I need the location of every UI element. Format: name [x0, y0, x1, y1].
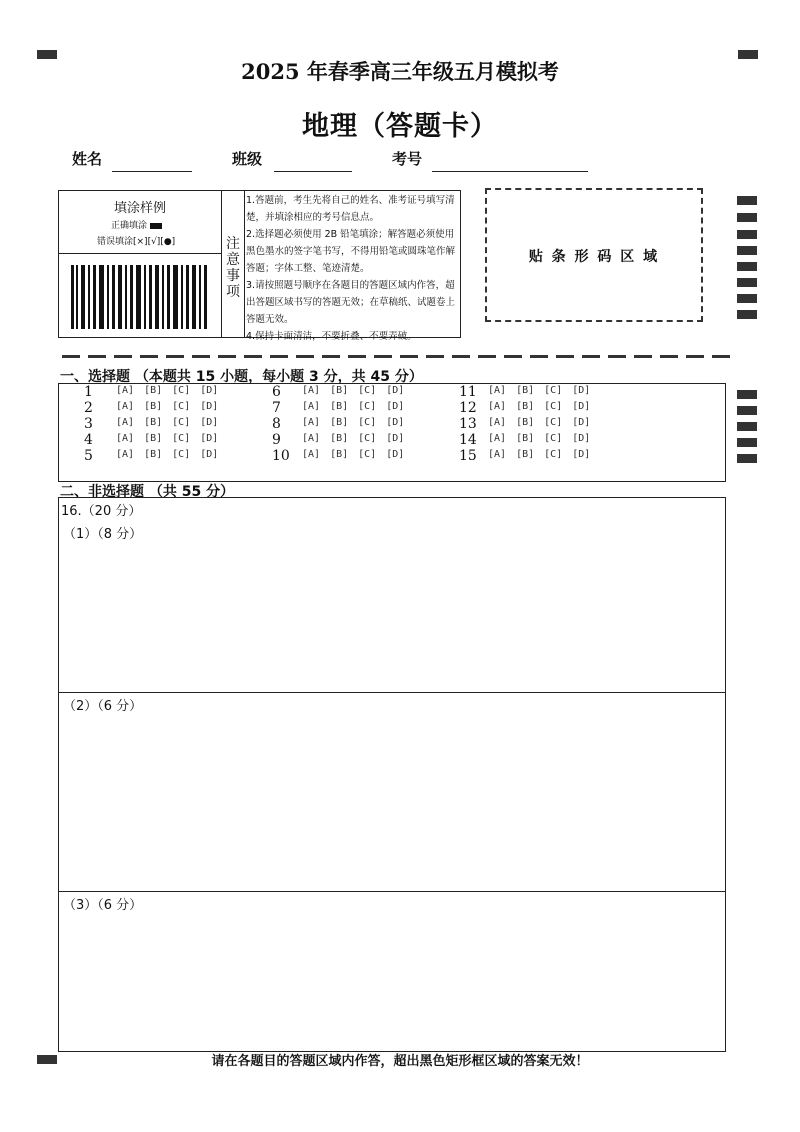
question-number: 2: [84, 400, 93, 416]
question-number: 14: [459, 432, 477, 448]
answer-options[interactable]: [A] [B] [C] [D]: [116, 433, 219, 444]
answer-options[interactable]: [A] [B] [C] [D]: [116, 401, 219, 412]
answer-options[interactable]: [A] [B] [C] [D]: [488, 417, 591, 428]
fill-example-heading: 填涂样例: [113, 201, 166, 216]
barcode-paste-label: 贴 条 形 码 区 域: [528, 249, 660, 265]
filled-bubble-icon: [150, 223, 162, 229]
question-number: 11: [459, 384, 477, 400]
section1-title: 一、选择题 （本题共 15 小题，每小题 3 分，共 45 分）: [60, 369, 423, 385]
notice-heading: [221, 191, 245, 337]
answer-box: [58, 497, 726, 1052]
answer-options[interactable]: [A] [B] [C] [D]: [302, 385, 405, 396]
answer-options[interactable]: [A] [B] [C] [D]: [302, 417, 405, 428]
answer-area-3[interactable]: [59, 913, 725, 1049]
answer-options[interactable]: [A] [B] [C] [D]: [302, 449, 405, 460]
sub-question-3-label: （3）（6 分）: [63, 898, 143, 913]
question-number: 5: [84, 448, 93, 464]
question-16-label: 16.（20 分）: [61, 504, 142, 519]
exam-no-label: 考号: [392, 150, 423, 168]
sub-question-1-label: （1）（8 分）: [63, 527, 143, 542]
timing-mark: [737, 438, 757, 447]
barcode-icon: [69, 265, 209, 329]
sub-question-2-label: （2）（6 分）: [63, 699, 143, 714]
footer-warning: 请在各题目的答题区域内作答，超出黑色矩形框区域的答案无效！: [211, 1054, 589, 1069]
barcode-image: [69, 265, 209, 329]
timing-strip: [62, 348, 742, 358]
name-label: 姓名: [72, 150, 103, 168]
question-number: 3: [84, 416, 93, 432]
answer-options[interactable]: [A] [B] [C] [D]: [488, 401, 591, 412]
answer-options[interactable]: [A] [B] [C] [D]: [116, 385, 219, 396]
timing-mark: [737, 406, 757, 415]
answer-options[interactable]: [A] [B] [C] [D]: [116, 449, 219, 460]
answer-options[interactable]: [A] [B] [C] [D]: [488, 385, 591, 396]
notice-heading-char: 事: [226, 268, 240, 284]
fill-example-panel: [59, 191, 221, 254]
notice-item: 3.请按照题号顺序在各题目的答题区域内作答，超出答题区域书写的答题无效；在草稿纸、试题卷上答题无效。: [246, 280, 456, 325]
timing-mark: [737, 454, 757, 463]
divider: [59, 692, 725, 693]
answer-options[interactable]: [A] [B] [C] [D]: [302, 401, 405, 412]
answer-area-2[interactable]: [59, 714, 725, 890]
timing-mark: [737, 390, 757, 399]
question-number: 12: [459, 400, 477, 416]
notice-item: 2.选择题必须使用 2B 铅笔填涂；解答题必须使用黑色墨水的签字笔书写，不得用铅笔或圆珠笔作解答题；字体工整、笔迹清楚。: [246, 229, 456, 274]
timing-mark: [737, 196, 757, 205]
correct-fill-label: 正确填涂: [111, 221, 148, 231]
question-number: 10: [272, 448, 290, 464]
timing-mark: [737, 230, 757, 239]
card-title: 地理（答题卡）: [302, 111, 498, 142]
question-number: 1: [84, 384, 93, 400]
question-number: 15: [459, 448, 477, 464]
timing-mark: [737, 278, 757, 287]
barcode-paste-area[interactable]: [485, 188, 703, 322]
question-number: 6: [272, 384, 281, 400]
notice-heading-char: 注: [226, 236, 240, 252]
notice-item: 1.答题前，考生先将自己的姓名、准考证号填写清楚，并填涂相应的考号信息点。: [246, 195, 455, 223]
answer-area-1[interactable]: [59, 542, 725, 692]
question-number: 4: [84, 432, 93, 448]
question-number: 9: [272, 432, 281, 448]
exam-no-field[interactable]: [432, 170, 588, 172]
answer-options[interactable]: [A] [B] [C] [D]: [116, 417, 219, 428]
correct-fill-row: [111, 218, 162, 231]
section2-title: 二、非选择题 （共 55 分）: [60, 484, 235, 500]
wrong-fill-label: 错误填涂[×][√][●]: [97, 237, 176, 247]
notice-item: 4.保持卡面清洁，不要折叠、不要弄破。: [246, 331, 417, 342]
question-number: 7: [272, 400, 281, 416]
timing-mark: [737, 422, 757, 431]
question-number: 8: [272, 416, 281, 432]
timing-mark: [737, 310, 757, 319]
info-box: [58, 190, 461, 342]
timing-mark: [737, 246, 757, 255]
timing-mark: [737, 294, 757, 303]
class-field[interactable]: [274, 170, 352, 172]
answer-options[interactable]: [A] [B] [C] [D]: [488, 433, 591, 444]
name-field[interactable]: [112, 170, 192, 172]
class-label: 班级: [232, 150, 263, 168]
notice-list: [246, 192, 459, 345]
divider: [59, 891, 725, 892]
notice-heading-char: 意: [226, 252, 240, 268]
timing-mark: [737, 262, 757, 271]
exam-title: 2025 年春季高三年级五月模拟考: [241, 59, 559, 84]
answer-options[interactable]: [A] [B] [C] [D]: [302, 433, 405, 444]
timing-mark: [737, 213, 757, 222]
notice-heading-char: 项: [226, 284, 240, 300]
question-number: 13: [459, 416, 477, 432]
answer-options[interactable]: [A] [B] [C] [D]: [488, 449, 591, 460]
